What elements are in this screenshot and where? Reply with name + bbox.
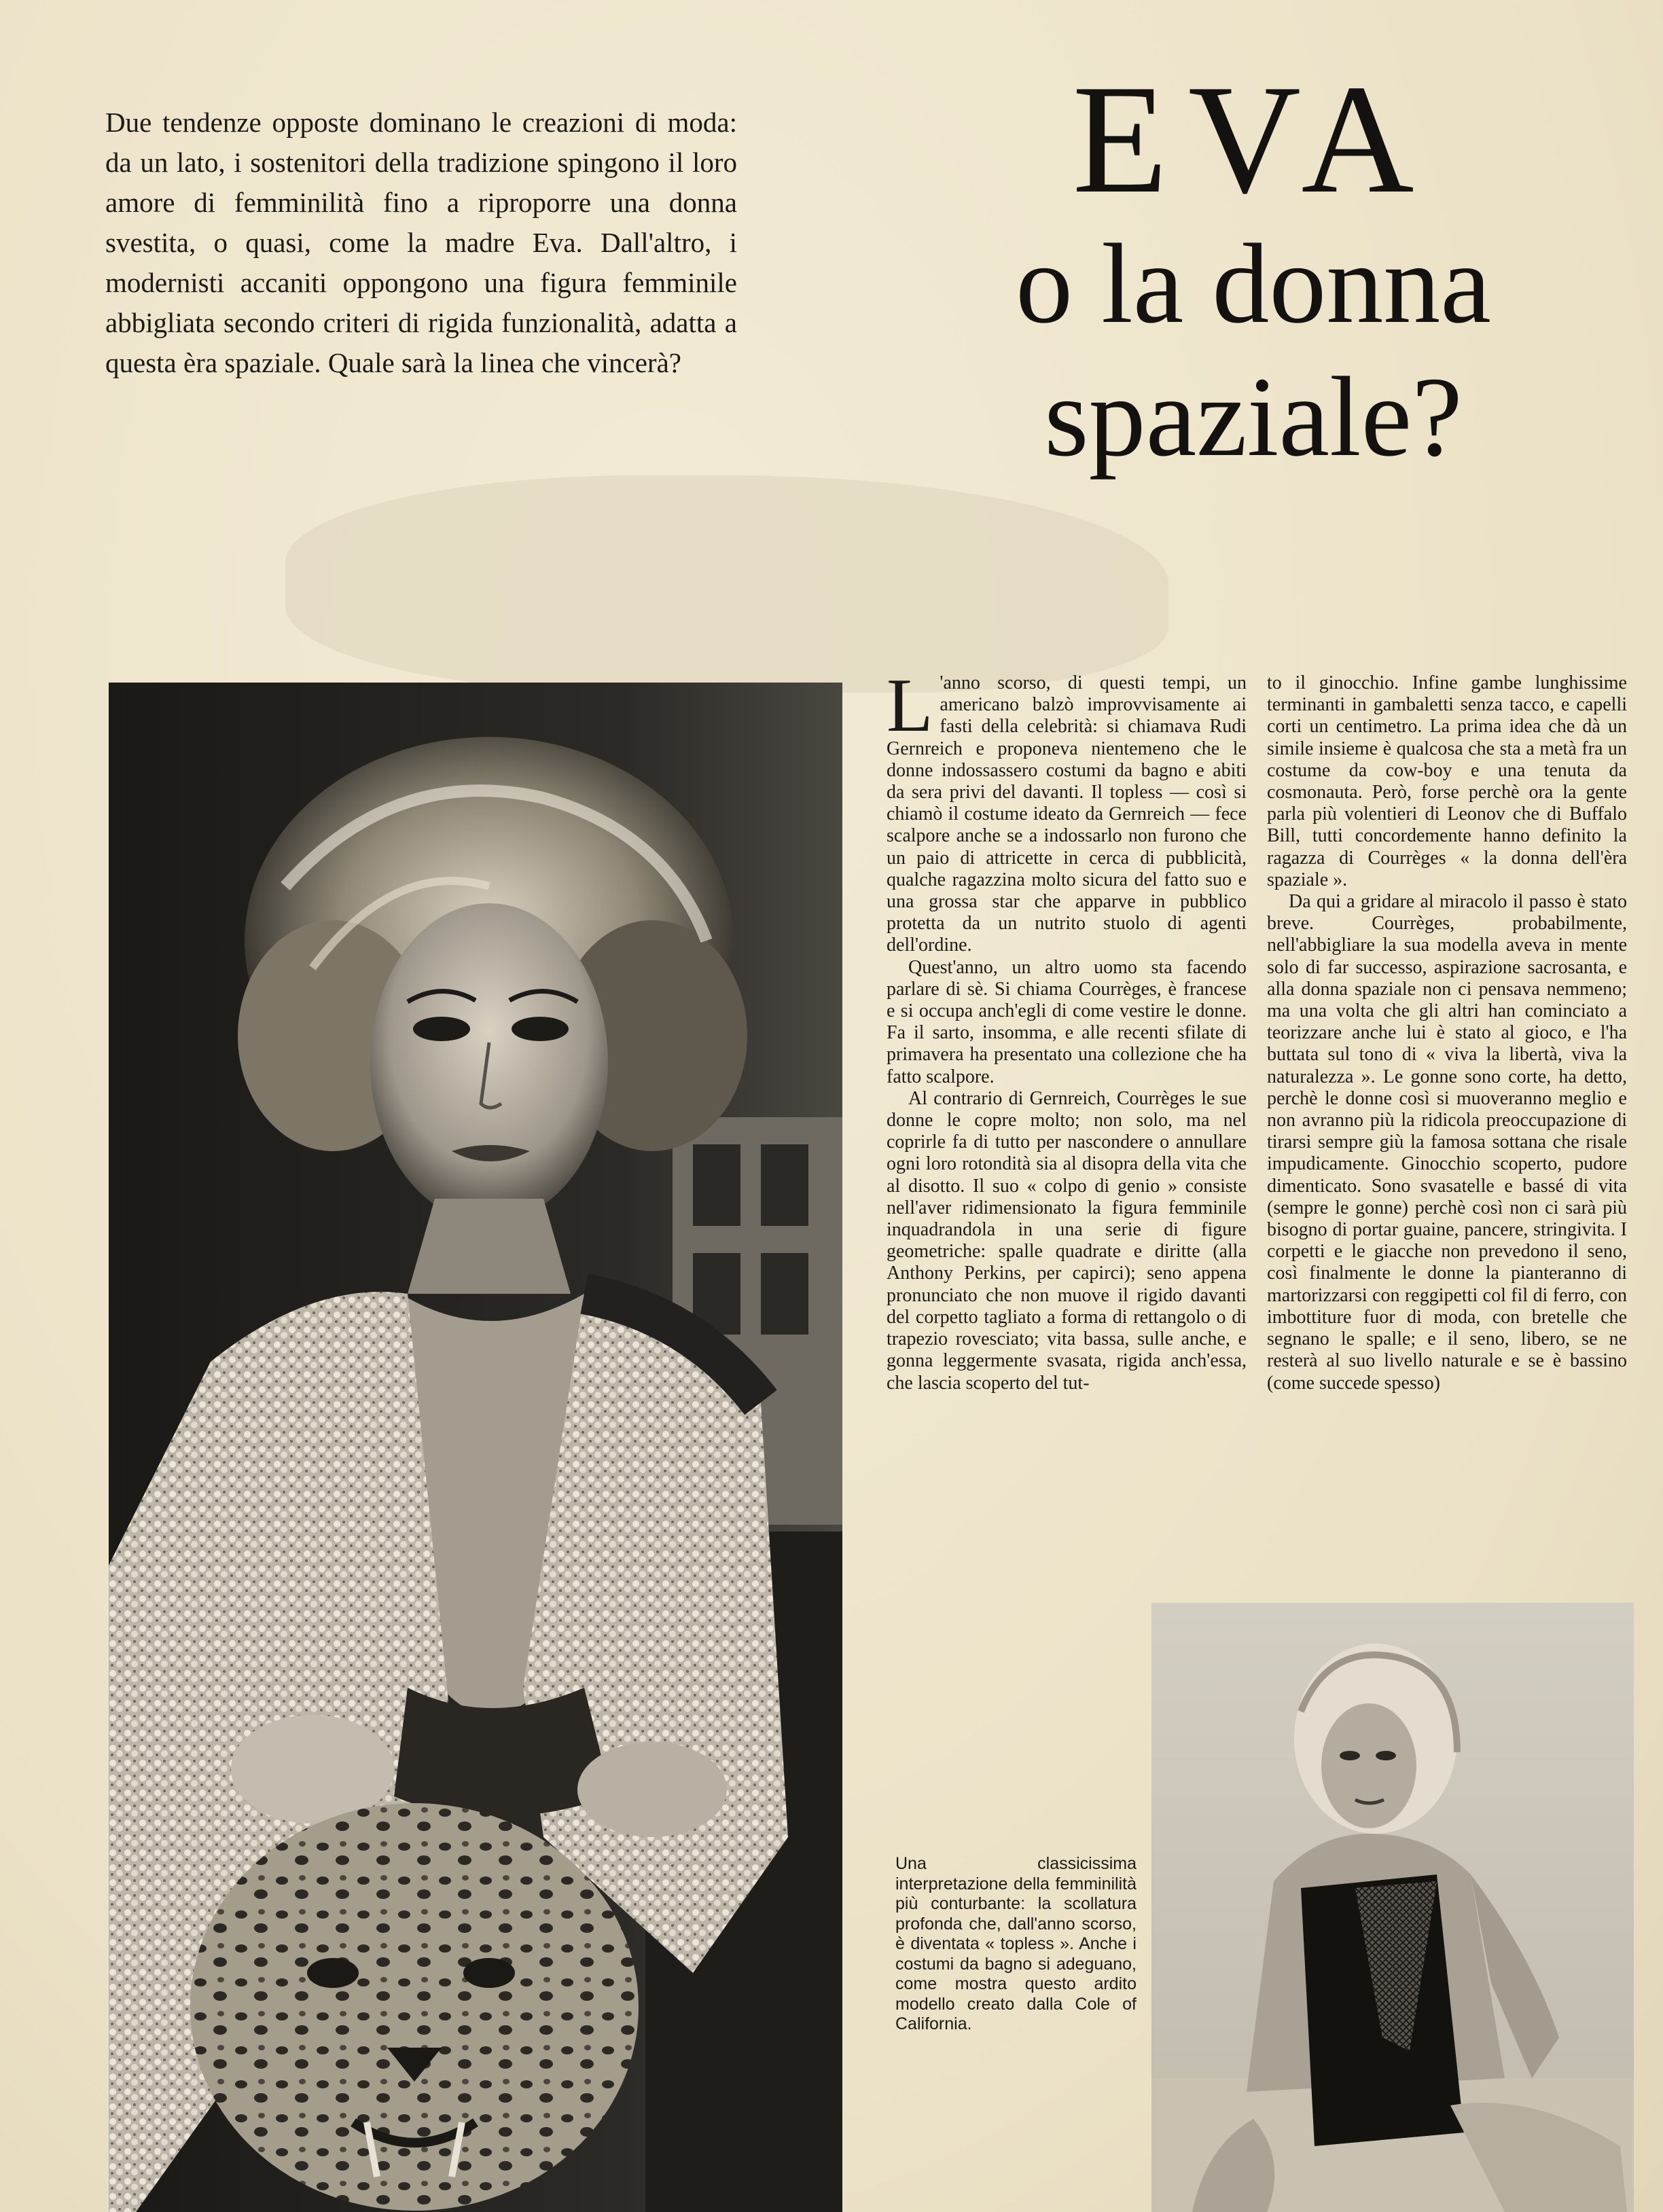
article-column-1: [887, 664, 1247, 1394]
drop-cap: L: [887, 664, 933, 748]
article-paragraph: Quest'anno, un altro uomo sta facendo parlare di sè. Si chiama Courrèges, è francese e si occupa anch'egli di come vestire le donne. Fa il sarto, insomma, e alle recenti sfilate di primavera ha presentato una collezione che ha fatto scalpore.: [887, 956, 1247, 1087]
article-column-2: [1267, 672, 1627, 1394]
headline: [876, 52, 1630, 484]
swimsuit-photo: [1151, 1603, 1634, 2212]
headline-line-2: o la donna: [1016, 221, 1491, 347]
headline-line-1: EVA: [1072, 52, 1435, 225]
article-paragraph: Da qui a gridare al miracolo il passo è stato breve. Courrèges, probabilmente, nell'abbigliare la sua modella aveva in mente solo di far successo, aspirazione sacrosanta, e alla donna spaziale non ci pensava nemmeno; ma una volta che gli altri han cominciato a teorizzare anche lui è stato al gioco, e l'ha buttata sul tono di « viva la libertà, viva la naturalezza ». Le gonne sono corte, ha detto, perchè le donne così si muoveranno meglio e non avranno più la ridicola preoccupazione di tirarsi sempre giù la famosa sottana che risale impudicamente. Ginocchio scoperto, pudore dimenticato. Sono svasatelle e bassé di vita (sempre le gonne) perchè così non ci sarà più bisogno di portar guaine, pancere, stringivita. I corpetti e le giacche non prevedono il seno, così finalmente le donne la pianteranno di martorizzarsi con reggipetti col fil di ferro, con imbottiture fuor di moda, con bretelle che segnano le spalle; e il seno, libero, se ne resterà al suo livello naturale e se è bassino (come succede spesso): [1267, 891, 1627, 1394]
swimsuit-photo-illustration: [1151, 1603, 1634, 2212]
main-photo-illustration: [109, 683, 842, 2212]
paragraph-text: 'anno scorso, di questi tempi, un americano balzò improvvisamente ai fasti della celebrità: si chiamava Rudi Gernreich e proponeva nientemeno che le donne indossassero costumi da bagno e abiti da sera privi del davanti. Il topless — così si chiamò il costume ideato da Gernreich — fece scalpore anche se a indossarlo non furono che un paio di attricette in cerca di pubblicità, qualche ragazzina molto sicura del fatto suo e una grossa star che apparve in pubblico protetta da un nutrito stuolo di agenti dell'ordine.: [887, 672, 1247, 956]
photo-caption: Una classicissima interpretazione della femminilità più conturbante: la scollatura profonda che, dall'anno scorso, è diventata « topless ». Anche i costumi da bagno si adeguano, come mostra questo ardito modello creato dalla Cole of California.: [895, 1854, 1137, 2033]
article-paragraph: Al contrario di Gernreich, Courrèges le sue donne le copre molto; non solo, ma nel coprirle fa di tutto per nascondere o annullare ogni loro rotondità sia al disopra della vita che al disotto. Il suo « colpo di genio » consiste nell'aver ridimensionato la figura femminile inquadrandola in una serie di figure geometriche: spalle quadrate e diritte (alla Anthony Perkins, per capirci); seno appena pronunciato che non muove il rigido davanti del corpetto tagliato a forma di rettangolo o di trapezio rovesciato; vita bassa, sulle anche, e gonna leggermente svasata, rigida anch'essa, che lascia scoperto del tut-: [887, 1087, 1247, 1394]
intro-paragraph: Due tendenze opposte dominano le creazioni di moda: da un lato, i sostenitori della tradizione spingono il loro amore di femminilità fino a riproporre una donna svestita, o quasi, come la madre Eva. Dall'altro, i modernisti accaniti oppongono una figura femminile abbigliata secondo criteri di rigida funzionalità, adatta a questa èra spaziale. Quale sarà la linea che vincerà?: [105, 107, 737, 378]
article-paragraph: to il ginocchio. Infine gambe lunghissime terminanti in gambaletti senza tacco, e capelli corti un centimetro. La prima idea che dà un simile insieme è qualcosa che sta a metà fra un costume da cow-boy e una tenuta da cosmonauta. Però, forse perchè ora la gente parla più volentieri di Leonov che di Buffalo Bill, tutti concordemente hanno definito la ragazza di Courrèges « la donna dell'èra spaziale ».: [1267, 672, 1627, 890]
main-photo: [109, 683, 842, 2212]
headline-line-3: spaziale?: [1044, 354, 1463, 480]
article-paragraph: [887, 664, 1247, 957]
show-through-image: [285, 475, 1168, 693]
